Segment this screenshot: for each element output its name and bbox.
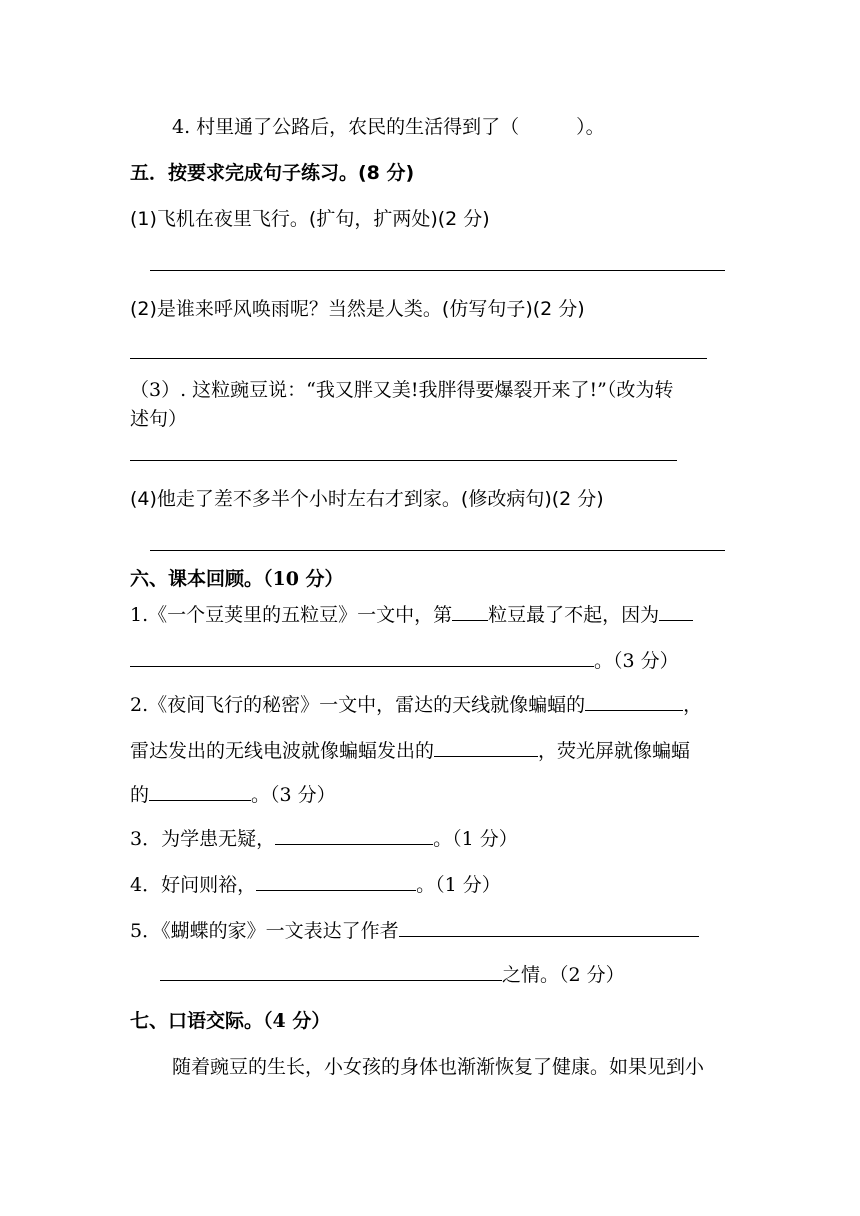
section-6-item-5-line-2 — [160, 962, 625, 988]
section-5-item-1: (1)飞机在夜里飞行。(扩句，扩两处)(2 分) — [130, 208, 490, 230]
section-5-item-2: (2)是谁来呼风唤雨呢？当然是人类。(仿写句子)(2 分) — [130, 298, 585, 320]
item-1-end: 。（3 分） — [594, 650, 679, 672]
blank-item-4[interactable] — [256, 872, 416, 891]
section-6-item-3 — [130, 826, 518, 852]
item-4-end: 。（1 分） — [416, 874, 501, 896]
section-6-item-5-line-1 — [130, 918, 699, 944]
blank-which-bean[interactable] — [452, 602, 488, 621]
blank-because[interactable] — [130, 648, 594, 667]
section-6-item-2-line-2 — [130, 738, 690, 764]
item-3-text: 3．为学患无疑， — [130, 828, 276, 850]
section-6-item-2-line-3 — [130, 782, 336, 808]
item-4-text: 4．好问则裕， — [130, 874, 257, 896]
item-5-text: 5．《蝴蝶的家》一文表达了作者 — [130, 920, 399, 942]
answer-line-5-3[interactable] — [130, 460, 677, 461]
item-2-text-b: 雷达发出的无线电波就像蝙蝠发出的 — [130, 740, 435, 762]
item-2-text-b-end: ，荧光屏就像蝙蝠 — [538, 740, 691, 762]
item-1-text-b: 粒豆最了不起，因为 — [488, 604, 660, 626]
item-3-end: 。（1 分） — [433, 828, 518, 850]
section-5-item-3-line-1: （3）. 这粒豌豆说：“我又胖又美!我胖得要爆裂开来了!”（改为转 — [130, 379, 674, 401]
section-7-paragraph: 随着豌豆的生长，小女孩的身体也渐渐恢复了健康。如果见到小 — [172, 1056, 705, 1078]
blank-screen[interactable] — [149, 782, 251, 801]
answer-line-5-4[interactable] — [150, 550, 725, 551]
section-7-title: 七、口语交际。（4 分） — [130, 1010, 331, 1032]
blank-item-5-a[interactable] — [399, 918, 699, 937]
question-4-text: 4. 村里通了公路后，农民的生活得到了（ ）。 — [172, 116, 605, 138]
item-2-text-a-end: ， — [683, 694, 703, 716]
section-6-item-1-line-1 — [130, 602, 693, 628]
section-6-title: 六、课本回顾。（10 分） — [130, 568, 344, 590]
item-2-text-c-end: 。（3 分） — [251, 784, 336, 806]
item-1-text-a: 1.《一个豆荚里的五粒豆》一文中，第 — [130, 604, 453, 626]
blank-antenna[interactable] — [585, 692, 683, 711]
blank-radio-waves[interactable] — [434, 738, 538, 757]
item-5-end: 之情。（2 分） — [502, 964, 625, 986]
section-5-item-4: (4)他走了差不多半个小时左右才到家。(修改病句)(2 分) — [130, 488, 604, 510]
item-2-text-a: 2.《夜间飞行的秘密》一文中，雷达的天线就像蝙蝠的 — [130, 694, 586, 716]
item-2-text-c: 的 — [130, 784, 150, 806]
section-6-item-4 — [130, 872, 501, 898]
section-6-item-2-line-1 — [130, 692, 702, 718]
blank-item-5-b[interactable] — [160, 962, 502, 981]
blank-because-start[interactable] — [659, 602, 693, 621]
section-6-item-1-line-2 — [130, 648, 679, 674]
section-5-title: 五．按要求完成句子练习。(8 分) — [130, 162, 415, 184]
answer-line-5-1[interactable] — [150, 270, 725, 271]
section-5-item-3-line-2: 述句） — [130, 408, 188, 430]
blank-item-3[interactable] — [275, 826, 433, 845]
answer-line-5-2[interactable] — [130, 358, 707, 359]
